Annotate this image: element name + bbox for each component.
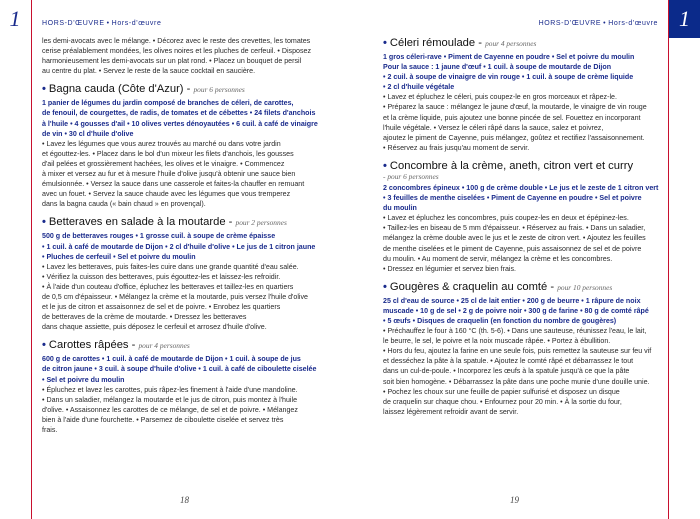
step-line: dans chaque assiette, puis déposez le cerfeuil et arrosez d'huile d'olive. (42, 323, 267, 332)
recipe-serves: pour 4 personnes (485, 39, 537, 48)
ingredient-line: • 2 cl d'huile végétale (383, 83, 455, 92)
recipe-name: Céleri rémoulade (389, 37, 476, 49)
ingredient-line: Pour la sauce : 1 jaune d'œuf • 1 cuil. à soupe de moutarde de Dijon (383, 63, 612, 72)
recipe-title: • Betteraves en salade à la moutarde - pour 2 personnes (42, 216, 287, 229)
step-line: dans un cul-de-poule. • Incorporez les œufs à la spatule jusqu'à ce que la pâte (383, 367, 630, 376)
recipe-name: Bagna cauda (Côte d'Azur) (48, 83, 184, 96)
recipe-title: • Céleri rémoulade - pour 4 personnes (383, 37, 537, 49)
ingredient-line: du moulin (383, 204, 417, 213)
text-line: harmonieusement les demi-avocats sur un plat rond. • Placez un bouquet de persil (42, 57, 302, 66)
ingredient-line: de fenouil, de courgettes, de radis, de tomates et de cébettes • 24 filets d'anchois (42, 109, 316, 118)
ingredient-line: • 5 œufs • Disques de craquelin (en fonction du nombre de gougères) (383, 316, 617, 325)
step-line: bien à l'aide d'une fourchette. • Parsemez de ciboulette ciselée et servez très (42, 415, 284, 424)
left-content (42, 36, 322, 435)
step-line: mélangez la crème double avec le jus et le zeste de citron vert. • Ajoutez les feuilles (383, 234, 646, 243)
bullet-icon: • (42, 83, 46, 96)
ingredient-line: • 2 cuil. à soupe de vinaigre de vin rouge • 1 cuil. à soupe de crème liquide (383, 73, 634, 82)
bullet-icon: • (383, 37, 387, 49)
step-line: • Hors du feu, ajoutez la farine en une seule fois, puis remettez la sauteuse sur feu vif (383, 347, 652, 356)
recipe-carottes (42, 338, 322, 435)
step-line: • Dans un saladier, mélangez la moutarde et le jus de citron, puis montez à l'huile (42, 395, 298, 404)
recipe-betteraves (42, 215, 322, 332)
ingredient-line: • 1 cuil. à café de moutarde de Dijon • 2 cl d'huile d'olive • Le jus de 1 citron jaune (42, 242, 316, 251)
running-head (42, 20, 161, 27)
step-line: • Réservez au frais jusqu'au moment de servir. (383, 143, 530, 152)
recipe-name: Gougères & craquelin au comté (389, 280, 548, 293)
step-line: le beurre, le sel, le poivre et la noix muscade râpée. • Portez à ébullition. (383, 337, 611, 346)
step-line: d'olive. • Assaisonnez les carottes de ce mélange, de sel et de poivre. • Mélangez (42, 405, 298, 414)
step-line: et la crème liquide, puis ajoutez une bonne pincée de sel. Fouettez en incorporant (383, 113, 641, 122)
recipe-gougeres (383, 280, 663, 417)
step-line: • Épluchez et lavez les carottes, puis râpez-les finement à l'aide d'une mandoline. (42, 385, 298, 394)
recipe-name: Betteraves en salade à la moutarde (48, 216, 226, 229)
step-line: de craquelin sur chaque chou. • Enfournez pour 20 min. • À la sortie du four, (383, 397, 622, 406)
step-line: • Vérifiez la cuisson des betteraves, puis égouttez-les et laissez-les refroidir. (42, 272, 281, 281)
step-line: d'ail pelées et grossièrement hachées, les olives et le vinaigre. • Commencez (42, 159, 285, 168)
page-number: 18 (180, 495, 189, 505)
step-line: dans la bagna cauda (« bain chaud » en provençal). (42, 200, 206, 209)
bullet-icon: • (42, 339, 46, 352)
chapter-number: 1 (0, 0, 30, 38)
recipe-concombre (383, 159, 663, 274)
intro-text (42, 36, 322, 76)
step-line: • Taillez-les en biseau de 5 mm d'épaisseur. • Réservez au frais. • Dans un saladier, (383, 224, 646, 233)
ingredient-line: de vin • 30 cl d'huile d'olive (42, 129, 134, 138)
ingredient-line: • Sel et poivre du moulin (42, 375, 125, 384)
step-line: à mixer et versez au fur et à mesure l'huile d'olive jusqu'à obtenir une sauce bien (42, 170, 296, 179)
recipe-serves: pour 6 personnes (387, 171, 439, 181)
running-head-separator: • (603, 20, 607, 27)
page-number: 19 (510, 495, 519, 505)
ingredient-line: muscade • 10 g de sel • 2 g de poivre noir • 300 g de farine • 80 g de comté râpé (383, 306, 649, 315)
step-line: • Lavez les betteraves, puis faites-les cuire dans une grande quantité d'eau salée. (42, 262, 299, 271)
running-head-sub: Hors-d'œuvre (608, 20, 658, 27)
step-line: du moulin. • Au moment de servir, mélangez la crème et les concombres. (383, 254, 613, 263)
ingredient-line: à l'huile • 4 gousses d'ail • 10 olives vertes dénoyautées • 6 cuil. à café de vinaigre (42, 119, 318, 128)
right-content (383, 36, 663, 417)
recipe-name: Carottes râpées (48, 339, 129, 352)
recipe-serves: pour 10 personnes (557, 282, 613, 292)
recipe-serves: pour 2 personnes (235, 218, 287, 228)
recipe-title (383, 159, 663, 173)
ingredient-line: de citron jaune • 3 cuil. à soupe d'huile d'olive • 1 cuil. à café de ciboulette ciselée (42, 365, 317, 374)
ingredient-line: 2 concombres épineux • 100 g de crème double • Le jus et le zeste de 1 citron vert (383, 183, 659, 192)
recipe-title: • Bagna cauda (Côte d'Azur) - pour 6 personnes (42, 83, 245, 96)
text-line: au centre du plat. • Servez le reste de la sauce cocktail en saucière. (42, 67, 256, 76)
step-line: soit bien homogène. • Débarrassez la pâte dans une poche munie d'une douille unie. (383, 377, 650, 386)
running-head-separator: • (106, 20, 110, 27)
chapter-number: 1 (669, 0, 700, 38)
margin-rule (31, 0, 32, 519)
recipe-title: • Gougères & craquelin au comté - pour 10 personnes (383, 280, 613, 293)
ingredient-line: 25 cl d'eau de source • 25 cl de lait entier • 200 g de beurre • 1 râpure de noix (383, 296, 641, 305)
running-head-section: HORS-D'ŒUVRE (538, 20, 602, 27)
bullet-icon: • (383, 159, 387, 172)
recipe-name: Concombre à la crème, aneth, citron vert et curry (389, 159, 634, 172)
bullet-icon: • (42, 216, 46, 229)
step-line: émulsionnée. • Versez la sauce dans une casserole et faites-la chauffer en remuant (42, 180, 305, 189)
step-line: de betteraves de la crème de moutarde. • Dressez les betteraves (42, 313, 247, 322)
margin-rule (668, 0, 669, 519)
ingredient-line: 600 g de carottes • 1 cuil. à café de moutarde de Dijon • 1 cuil. à soupe de jus (42, 355, 301, 364)
step-line: laissez légèrement refroidir avant de servir. (383, 407, 519, 416)
step-line: • Lavez et épluchez le céleri, puis coupez-le en gros morceaux et râpez-le. (383, 93, 617, 102)
recipe-serves: pour 6 personnes (193, 85, 245, 95)
step-line: • Lavez et épluchez les concombres, puis coupez-les en deux et épépinez-les. (383, 214, 629, 223)
ingredient-line: 500 g de betteraves rouges • 1 grosse cuil. à soupe de crème épaisse (42, 232, 276, 241)
text-line: les demi-avocats avec le mélange. • Décorez avec le reste des crevettes, les tomates (42, 37, 311, 45)
recipe-title: • Carottes râpées - pour 4 personnes (42, 339, 190, 352)
right-page (350, 0, 700, 519)
ingredient-line: • 3 feuilles de menthe ciselées • Piment de Cayenne en poudre • Sel et poivre (383, 194, 642, 203)
step-line: de menthe ciselées et le piment de Cayenne, puis assaisonnez de sel et de poivre (383, 244, 642, 253)
running-head-section: HORS-D'ŒUVRE (42, 20, 105, 27)
text-line: cerise préalablement mondées, les olives noires et les pluches de cerfeuil. • Disposez (42, 47, 312, 56)
step-line: • Pochez les choux sur une feuille de papier sulfurisé et disposez un disque (383, 387, 620, 396)
recipe-bagna-cauda (42, 82, 322, 209)
step-line: • Dressez en légumier et servez bien frais. (383, 264, 516, 273)
recipe-serves: pour 4 personnes (138, 341, 190, 351)
step-line: • Préparez la sauce : mélangez le jaune d'œuf, la moutarde, le vinaigre de vin rouge (383, 103, 647, 112)
step-line: • Lavez les légumes que vous aurez trouvés au marché ou dans votre jardin (42, 139, 281, 148)
recipe-celeri-remoulade (383, 36, 663, 153)
bullet-icon: • (383, 280, 387, 293)
step-line: et desséchez la pâte à la spatule. • Ajoutez le comté râpé et débarrassez le tout (383, 357, 634, 366)
ingredient-line: • Pluches de cerfeuil • Sel et poivre du moulin (42, 252, 196, 261)
ingredient-line: 1 panier de légumes du jardin composé de branches de céleri, de carottes, (42, 99, 294, 108)
step-line: frais. (42, 426, 58, 434)
step-line: • Préchauffez le four à 160 °C (th. 5-6). • Dans une sauteuse, réunissez l'eau, le lait, (383, 327, 647, 336)
running-head (539, 20, 658, 27)
step-line: avec un fouet. • Servez la sauce chaude avec les légumes que vous tremperez (42, 190, 291, 199)
ingredient-line: 1 gros céleri-rave • Piment de Cayenne en poudre • Sel et poivre du moulin (383, 53, 635, 61)
step-line: de 0,5 cm d'épaisseur. • Mélangez la crème et la moutarde, puis versez l'huile d'olive (42, 292, 308, 301)
step-line: et le jus de citron et assaisonnez de sel et de poivre. • Enrobez les quartiers (42, 303, 281, 312)
running-head-sub: Hors-d'œuvre (111, 20, 162, 27)
step-line: et égouttez-les. • Placez dans le bol d'un mixeur les filets d'anchois, les gousses (42, 149, 294, 158)
step-line: ajoutez le piment de Cayenne, puis mélangez, goûtez et rectifiez l'assaisonnement. (383, 133, 645, 142)
step-line: • À l'aide d'un couteau d'office, épluchez les betteraves et taillez-les en quartiers (42, 282, 294, 291)
recipe-serves-line: - pour 6 personnes (383, 171, 439, 181)
step-line: l'huile végétale. • Versez le céleri râpé dans la sauce, salez et poivrez, (383, 123, 604, 132)
